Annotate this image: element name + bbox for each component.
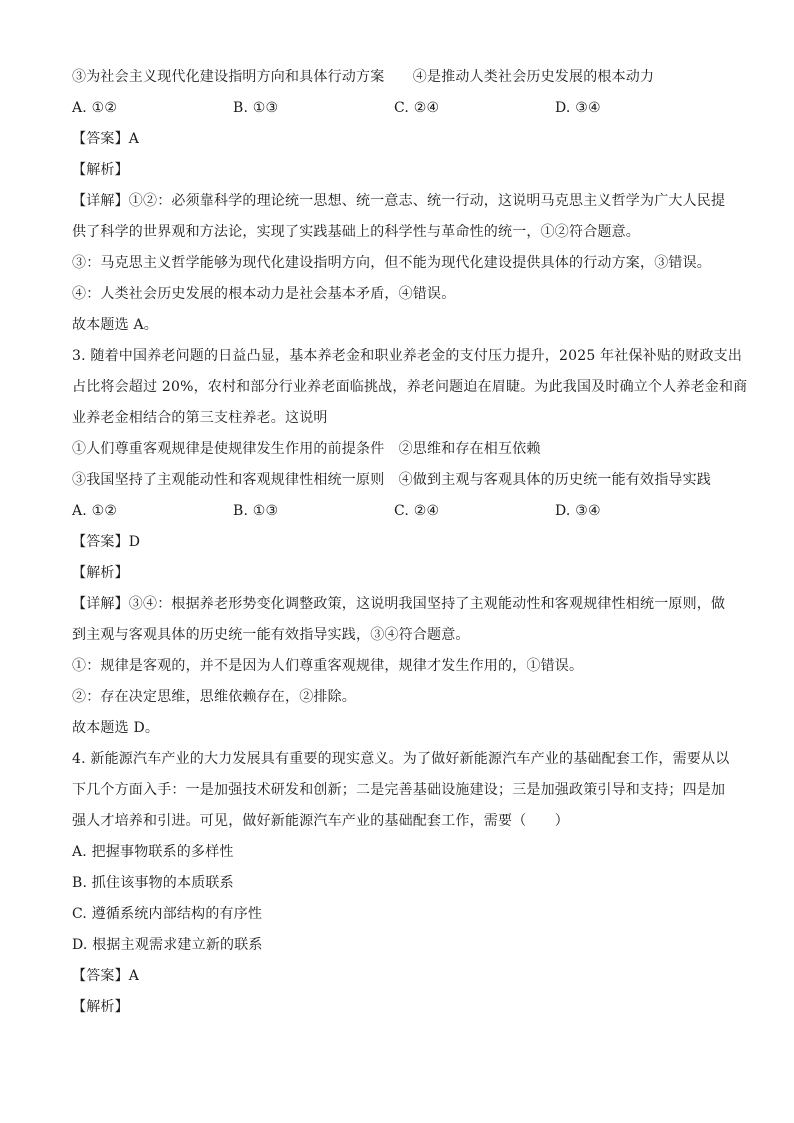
q3-items-1-2: ①人们尊重客观规律是使规律发生作用的前提条件 ②思维和存在相互依赖	[72, 441, 541, 457]
q2-detail-line-3: ③：马克思主义哲学能够为现代化建设指明方向，但不能为现代化建设提供具体的行动方案，③错误。	[72, 255, 711, 271]
q4-option-d: D. 根据主观需求建立新的联系	[72, 937, 263, 953]
q3-option-c: C. ②④	[394, 503, 440, 519]
q2-options	[72, 93, 724, 124]
q2-conclusion: 故本题选 A。	[72, 317, 158, 333]
q4-option-a: A. 把握事物联系的多样性	[72, 844, 234, 860]
q4-stem-line-1: 4. 新能源汽车产业的大力发展具有重要的现实意义。为了做好新能源汽车产业的基础配套工作，需要从以	[72, 751, 730, 767]
q2-answer: 【答案】A	[72, 131, 140, 147]
q2-detail-line-1: 【详解】①②：必须靠科学的理论统一思想、统一意志、统一行动，这说明马克思主义哲学为广大人民提	[72, 193, 726, 209]
q4-stem-line-2: 下几个方面入手：一是加强技术研发和创新；二是完善基础设施建设；三是加强政策引导和支持；四是加	[72, 782, 726, 798]
q3-option-b: B. ①③	[233, 503, 279, 519]
q3-items-3-4: ③我国坚持了主观能动性和客观规律性相统一原则 ④做到主观与客观具体的历史统一能有效指导实践	[72, 472, 711, 488]
q3-detail-line-1: 【详解】③④：根据养老形势变化调整政策，这说明我国坚持了主观能动性和客观规律性相统一原则，做	[72, 596, 726, 612]
q4-answer: 【答案】A	[72, 968, 140, 984]
q2-option-b: B. ①③	[233, 100, 279, 116]
q4-option-c: C. 遵循系统内部结构的有序性	[72, 906, 263, 922]
q3-detail-line-4: ②：存在决定思维，思维依赖存在，②排除。	[72, 689, 356, 705]
document-page	[72, 62, 748, 1023]
q4-option-b: B. 抓住该事物的本质联系	[72, 875, 234, 891]
q3-option-a: A. ①②	[72, 503, 118, 519]
q4-stem-line-3: 强人才培养和引进。可见，做好新能源汽车产业的基础配套工作，需要（ ）	[72, 813, 569, 829]
q3-stem-line-1: 3. 随着中国养老问题的日益凸显，基本养老金和职业养老金的支付压力提升，2025 年社保补贴的财政支出	[72, 348, 743, 364]
q2-detail-line-4: ④：人类社会历史发展的根本动力是社会基本矛盾，④错误。	[72, 286, 456, 302]
q2-detail-line-2: 供了科学的世界观和方法论，实现了实践基础上的科学性与革命性的统一，①②符合题意。	[72, 224, 640, 240]
q2-option-d: D. ③④	[555, 100, 601, 116]
q4-analysis-heading: 【解析】	[72, 999, 129, 1015]
q3-option-d: D. ③④	[555, 503, 601, 519]
q2-option-c: C. ②④	[394, 100, 440, 116]
q3-stem-line-2: 占比将会超过 20%，农村和部分行业养老面临挑战，养老问题迫在眉睫。为此我国及时确立个人养老金和商	[72, 379, 748, 395]
q3-analysis-heading: 【解析】	[72, 565, 129, 581]
q3-conclusion: 故本题选 D。	[72, 720, 160, 736]
q3-detail-line-2: 到主观与客观具体的历史统一能有效指导实践，③④符合题意。	[72, 627, 470, 643]
q2-option-a: A. ①②	[72, 100, 118, 116]
q3-options	[72, 496, 724, 527]
q3-answer: 【答案】D	[72, 534, 141, 550]
q2-item-3-4: ③为社会主义现代化建设指明方向和具体行动方案 ④是推动人类社会历史发展的根本动力	[72, 69, 655, 85]
q2-analysis-heading: 【解析】	[72, 162, 129, 178]
q3-detail-line-3: ①：规律是客观的，并不是因为人们尊重客观规律，规律才发生作用的，①错误。	[72, 658, 584, 674]
q3-stem-line-3: 业养老金相结合的第三支柱养老。这说明	[72, 410, 328, 426]
